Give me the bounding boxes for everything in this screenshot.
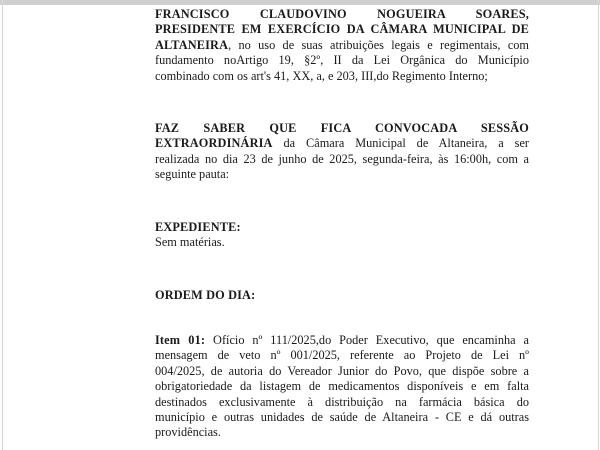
municipality-name: ALTANEIRA (155, 37, 229, 52)
session-type: EXTRAORDINÁRIA (155, 136, 273, 151)
item-01-line-2: mensagem de veto nº 001/2025, referente ao Projeto de Lei nº (155, 348, 529, 363)
item-01-line-6: município e outras unidades de saúde de Altaneira - CE e dá outras (155, 410, 529, 425)
intro-line-1 (155, 7, 529, 22)
ordem-do-dia-section (155, 288, 529, 303)
president-role: PRESIDENTE EM EXERCÍCIO DA CÂMARA MUNICIPAL DE (155, 22, 529, 37)
intro-line-4: fundamento noArtigo 19, §2º, II da Lei Orgânica do Município (155, 53, 529, 68)
item-01-line-3: 004/2025, de autoria do Vereador Junior do Povo, que dispõe sobre a (155, 363, 529, 378)
convocation-line-4: seguinte pauta: (155, 167, 230, 182)
item-01-line-7: providências. (155, 425, 221, 440)
president-name: FRANCISCO CLAUDOVINO NOGUEIRA SOARES, (155, 7, 529, 21)
item-01-paragraph (155, 333, 529, 441)
ordem-do-dia-heading: ORDEM DO DIA: (155, 288, 256, 302)
convocation-text-1: da Câmara Municipal de Altaneira, a ser (272, 136, 529, 151)
expediente-heading: EXPEDIENTE: (155, 220, 241, 234)
convocation-line-2 (155, 136, 529, 151)
intro-paragraph (155, 7, 529, 84)
convocation-line-3: realizada no dia 23 de junho de 2025, segunda-feira, às 16:00h, com a (155, 151, 529, 166)
convocation-heading: FAZ SABER QUE FICA CONVOCADA SESSÃO (155, 121, 529, 135)
item-01-line-4: obrigatoriedade da listagem de medicamentos disponíveis e em falta (155, 379, 529, 394)
expediente-section (155, 220, 529, 251)
intro-line-5: combinado com os art's 41, XX, a, e 203, III,do Regimento Interno; (155, 68, 488, 83)
item-01-line-1 (155, 333, 529, 348)
ordem-do-dia-heading-line (155, 288, 529, 303)
right-border (598, 0, 599, 450)
intro-line-3 (155, 38, 529, 53)
item-01-text-1: Ofício nº 111/2025,do Poder Executivo, que encaminha a (205, 333, 529, 347)
item-01-line-5: destinados exclusivamente à distribuição na farmácia básica do (155, 394, 529, 409)
expediente-body: Sem matérias. (155, 235, 225, 250)
item-01-label: Item 01: (155, 333, 206, 347)
expediente-heading-line (155, 220, 529, 235)
top-border (0, 0, 600, 5)
intro-line-2 (155, 22, 529, 37)
left-border (2, 0, 3, 450)
convocation-line-1 (155, 121, 529, 136)
intro-text-1: , no uso de suas atribuições legais e regimentais, com (228, 37, 529, 52)
convocation-paragraph (155, 121, 529, 183)
